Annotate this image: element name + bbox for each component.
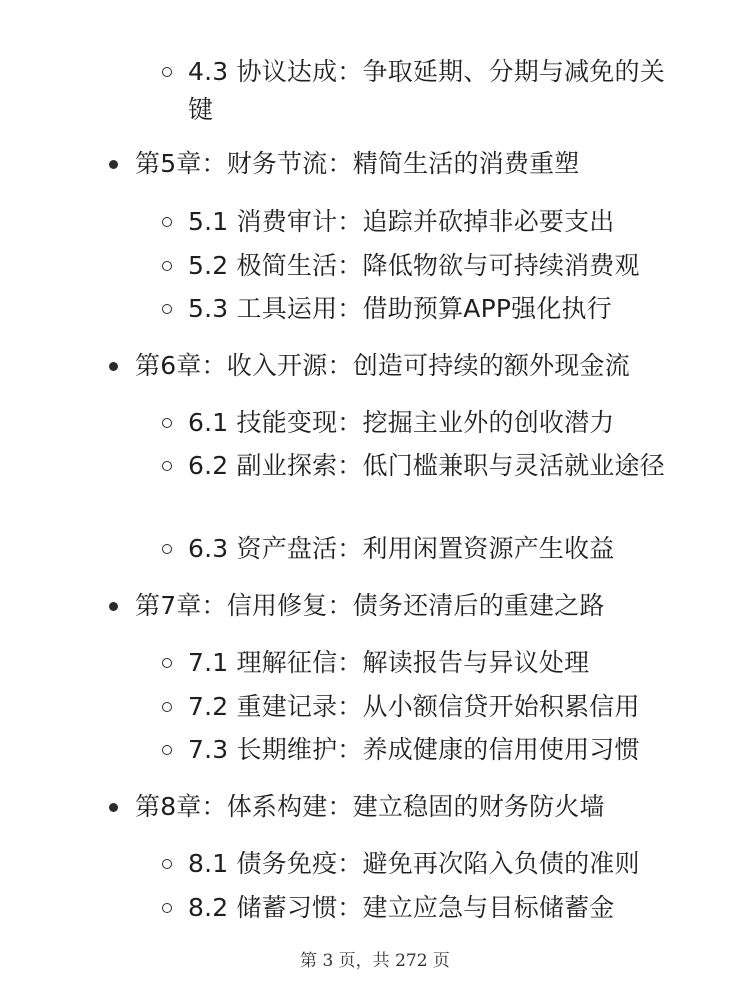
circle-bullet-icon (162, 859, 172, 869)
toc-section-label: 8.2 储蓄习惯：建立应急与目标储蓄金 (188, 893, 615, 922)
toc-chapter-7 (135, 587, 695, 625)
toc-section-7-1 (188, 644, 668, 682)
toc-chapter-label: 第5章：财务节流：精简生活的消费重塑 (135, 149, 580, 178)
toc-section-label: 5.2 极简生活：降低物欲与可持续消费观 (188, 251, 640, 280)
toc-section-label: 7.1 理解征信：解读报告与异议处理 (188, 648, 590, 677)
toc-section-label: 4.3 协议达成：争取延期、分期与减免的关键 (188, 57, 665, 124)
circle-bullet-icon (162, 658, 172, 668)
toc-section-6-3 (188, 530, 668, 568)
circle-bullet-icon (162, 903, 172, 913)
toc-section-6-2 (188, 447, 668, 485)
toc-section-8-2 (188, 889, 668, 927)
circle-bullet-icon (162, 702, 172, 712)
toc-section-label: 6.3 资产盘活：利用闲置资源产生收益 (188, 534, 615, 563)
disc-bullet-icon (109, 160, 118, 169)
toc-section-label: 6.2 副业探索：低门槛兼职与灵活就业途径 (188, 451, 665, 480)
toc-chapter-8 (135, 788, 695, 826)
toc-section-4-3 (188, 53, 668, 129)
toc-section-7-3 (188, 731, 668, 769)
toc-section-7-2 (188, 688, 668, 726)
circle-bullet-icon (162, 67, 172, 77)
toc-chapter-5 (135, 145, 695, 183)
toc-chapter-6 (135, 347, 695, 385)
disc-bullet-icon (109, 803, 118, 812)
toc-section-5-2 (188, 247, 668, 285)
toc-section-label: 5.1 消费审计：追踪并砍掉非必要支出 (188, 207, 615, 236)
toc-chapter-label: 第6章：收入开源：创造可持续的额外现金流 (135, 351, 630, 380)
disc-bullet-icon (109, 362, 118, 371)
toc-section-8-1 (188, 845, 668, 883)
toc-section-label: 5.3 工具运用：借助预算APP强化执行 (188, 294, 612, 323)
toc-section-5-3 (188, 290, 668, 328)
toc-chapter-label: 第7章：信用修复：债务还清后的重建之路 (135, 591, 605, 620)
circle-bullet-icon (162, 261, 172, 271)
circle-bullet-icon (162, 461, 172, 471)
circle-bullet-icon (162, 217, 172, 227)
toc-section-label: 7.3 长期维护：养成健康的信用使用习惯 (188, 735, 640, 764)
circle-bullet-icon (162, 544, 172, 554)
page-number-footer: 第 3 页，共 272 页 (300, 951, 450, 971)
toc-section-label: 6.1 技能变现：挖掘主业外的创收潜力 (188, 408, 615, 437)
disc-bullet-icon (109, 602, 118, 611)
circle-bullet-icon (162, 304, 172, 314)
toc-section-label: 8.1 债务免疫：避免再次陷入负债的准则 (188, 849, 640, 878)
toc-section-label: 7.2 重建记录：从小额信贷开始积累信用 (188, 692, 640, 721)
toc-chapter-label: 第8章：体系构建：建立稳固的财务防火墙 (135, 792, 605, 821)
circle-bullet-icon (162, 745, 172, 755)
toc-section-5-1 (188, 203, 668, 241)
toc-section-6-1 (188, 404, 668, 442)
circle-bullet-icon (162, 418, 172, 428)
